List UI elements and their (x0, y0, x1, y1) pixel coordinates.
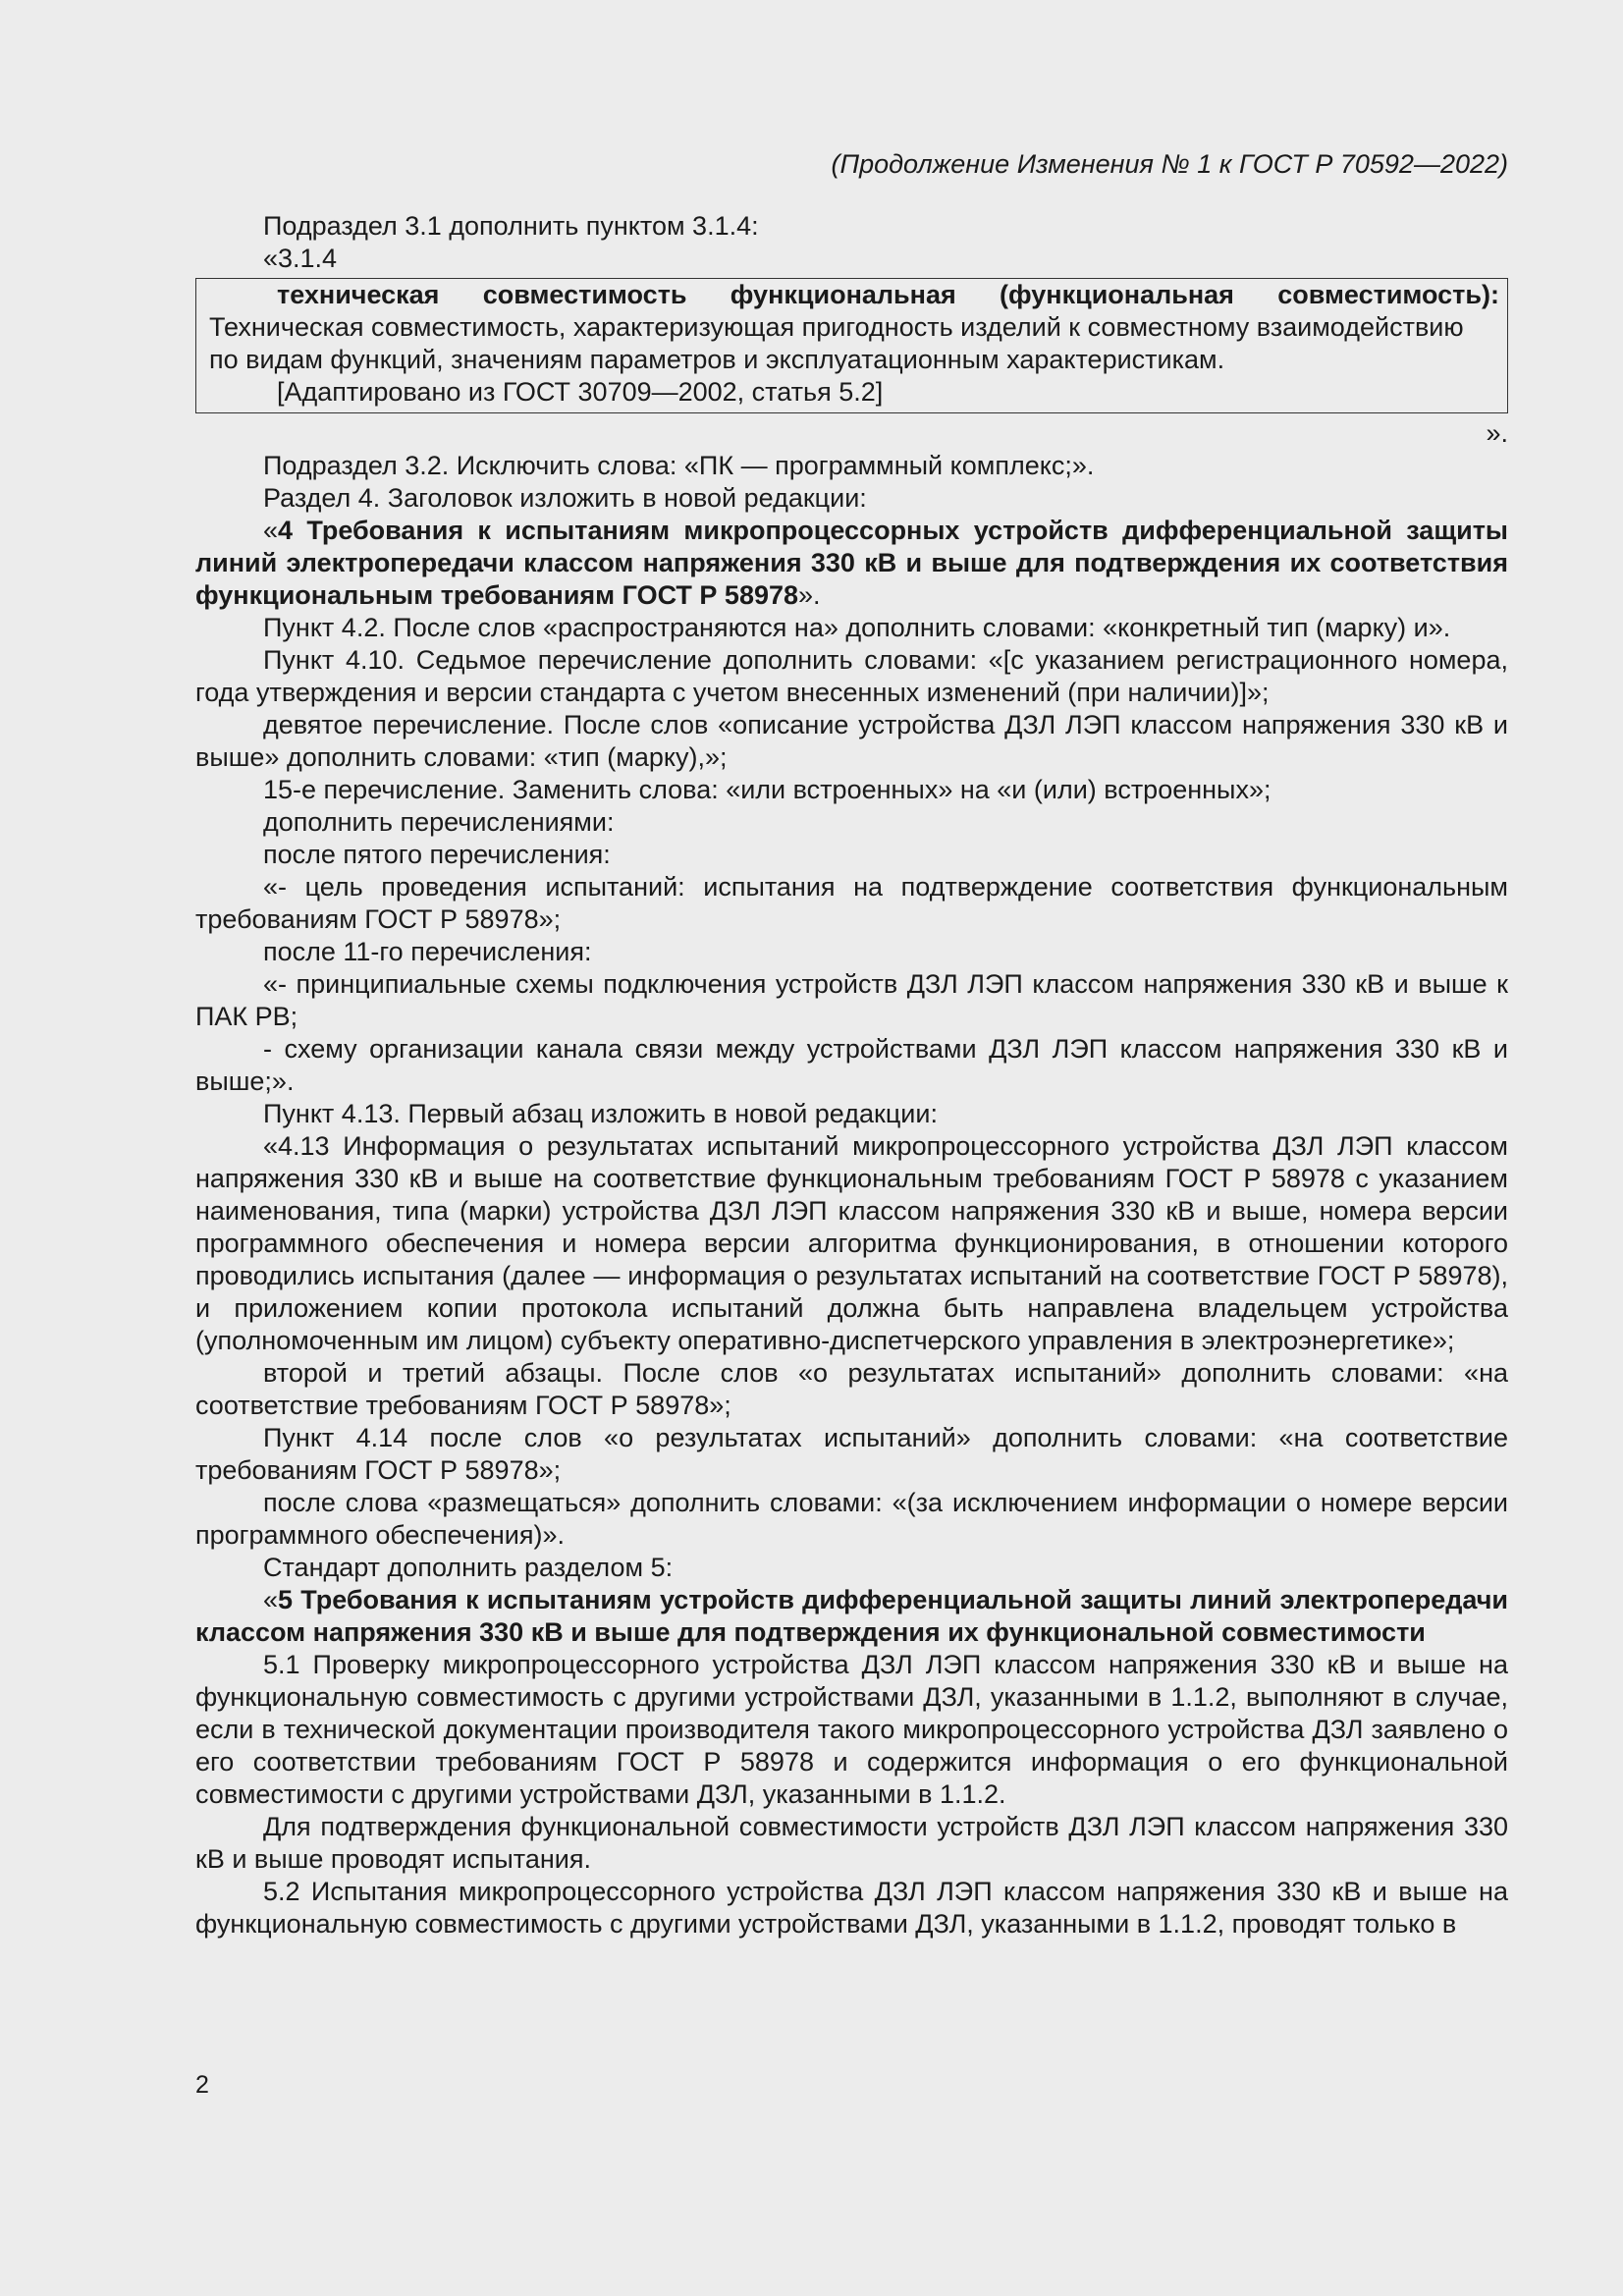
page-number: 2 (195, 2071, 209, 2099)
continuation-header: (Продолжение Изменения № 1 к ГОСТ Р 70592—2022) (831, 149, 1508, 179)
document-body (195, 210, 1508, 1941)
term-title: техническая совместимость функциональная (функциональная совместимость): (277, 280, 1499, 309)
section-4-heading (195, 515, 1508, 612)
paragraph: дополнить перечислениями: (263, 807, 615, 837)
paragraph: Раздел 4. Заголовок изложить в новой редакции: (263, 483, 867, 513)
paragraph: после слова «размещаться» дополнить словами: «(за исключением информации о номере версии программного обеспечения)». (195, 1488, 1508, 1550)
open-quote: « (263, 1585, 279, 1614)
paragraph: 15-е перечисление. Заменить слова: «или встроенных» на «и (или) встроенных»; (263, 775, 1271, 804)
paragraph: после пятого перечисления: (263, 840, 611, 869)
term-definition: Техническая совместимость, характеризующая пригодность изделий к совместному взаимодействию по видам функций, значениям параметров и эксплуатационным характеристикам. (209, 312, 1464, 374)
paragraph: «3.1.4 (263, 244, 338, 273)
section-5-heading (195, 1584, 1508, 1649)
close-quote: ». (798, 580, 821, 610)
term-source-note: [Адаптировано из ГОСТ 30709—2002, статья 5.2] (277, 377, 884, 407)
paragraph: «4.13 Информация о результатах испытаний микропроцессорного устройства ДЗЛ ЛЭП классом напряжения 330 кВ и выше на соответствие функциональным требованиям ГОСТ Р 58978 с указанием наименования, типа (марки) устройства ДЗЛ ЛЭП классом напряжения 330 кВ и выше, номера версии программного обеспечения и номера версии алгоритма функционирования, в отношении которого проводились испытания (далее — информация о результатах испытаний на соответствие ГОСТ Р 58978), и приложением копии протокола испытаний должна быть направлена владельцем устройства (уполномоченным им лицом) субъекту оперативно-диспетчерского управления в электроэнергетике»; (195, 1131, 1508, 1355)
paragraph: второй и третий абзацы. После слов «о результатах испытаний» дополнить словами: «на соответствие требованиям ГОСТ Р 58978»; (195, 1358, 1508, 1420)
paragraph: после 11-го перечисления: (263, 937, 592, 966)
section-4-title: 4 Требования к испытаниям микропроцессорных устройств дифференциальной защиты линий электропередачи классом напряжения 330 кВ и выше для подтверждения их соответствия функциональным требованиям ГОСТ Р 58978 (195, 516, 1508, 610)
paragraph: Подраздел 3.2. Исключить слова: «ПК — программный комплекс;». (263, 451, 1095, 480)
paragraph: Подраздел 3.1 дополнить пунктом 3.1.4: (263, 211, 759, 241)
paragraph: Пункт 4.2. После слов «распространяются на» дополнить словами: «конкретный тип (марку) и». (263, 613, 1451, 642)
closing-quote: ». (1486, 418, 1508, 448)
paragraph: Пункт 4.14 после слов «о результатах испытаний» дополнить словами: «на соответствие требованиям ГОСТ Р 58978»; (195, 1423, 1508, 1485)
paragraph: Стандарт дополнить разделом 5: (263, 1553, 674, 1582)
paragraph: - схему организации канала связи между устройствами ДЗЛ ЛЭП классом напряжения 330 кВ и выше;». (195, 1034, 1508, 1096)
paragraph: Пункт 4.10. Седьмое перечисление дополнить словами: «[с указанием регистрационного номера, года утверждения и версии стандарта с учетом внесенных изменений (при наличии)]»; (195, 645, 1508, 707)
paragraph: 5.2 Испытания микропроцессорного устройства ДЗЛ ЛЭП классом напряжения 330 кВ и выше на функциональную совместимость с другими устройствами ДЗЛ, указанными в 1.1.2, проводят только в (195, 1877, 1508, 1939)
paragraph: девятое перечисление. После слов «описание устройства ДЗЛ ЛЭП классом напряжения 330 кВ и выше» дополнить словами: «тип (марку),»; (195, 710, 1508, 772)
paragraph: «- принципиальные схемы подключения устройств ДЗЛ ЛЭП классом напряжения 330 кВ и выше к ПАК РВ; (195, 969, 1508, 1031)
section-5-title: 5 Требования к испытаниям устройств дифференциальной защиты линий электропередачи классом напряжения 330 кВ и выше для подтверждения их функциональной совместимости (195, 1585, 1508, 1647)
term-definition-box (195, 278, 1508, 413)
paragraph: 5.1 Проверку микропроцессорного устройства ДЗЛ ЛЭП классом напряжения 330 кВ и выше на функциональную совместимость с другими устройствами ДЗЛ, указанными в 1.1.2, выполняют в случае, если в технической документации производителя такого микропроцессорного устройства ДЗЛ заявлено о его соответствии требованиям ГОСТ Р 58978 и содержится информация о его функциональной совместимости с другими устройствами ДЗЛ, указанными в 1.1.2. (195, 1650, 1508, 1809)
open-quote: « (263, 516, 279, 545)
paragraph: Пункт 4.13. Первый абзац изложить в новой редакции: (263, 1099, 938, 1128)
paragraph: «- цель проведения испытаний: испытания на подтверждение соответствия функциональным требованиям ГОСТ Р 58978»; (195, 872, 1508, 934)
paragraph: Для подтверждения функциональной совместимости устройств ДЗЛ ЛЭП классом напряжения 330 кВ и выше проводят испытания. (195, 1812, 1508, 1874)
